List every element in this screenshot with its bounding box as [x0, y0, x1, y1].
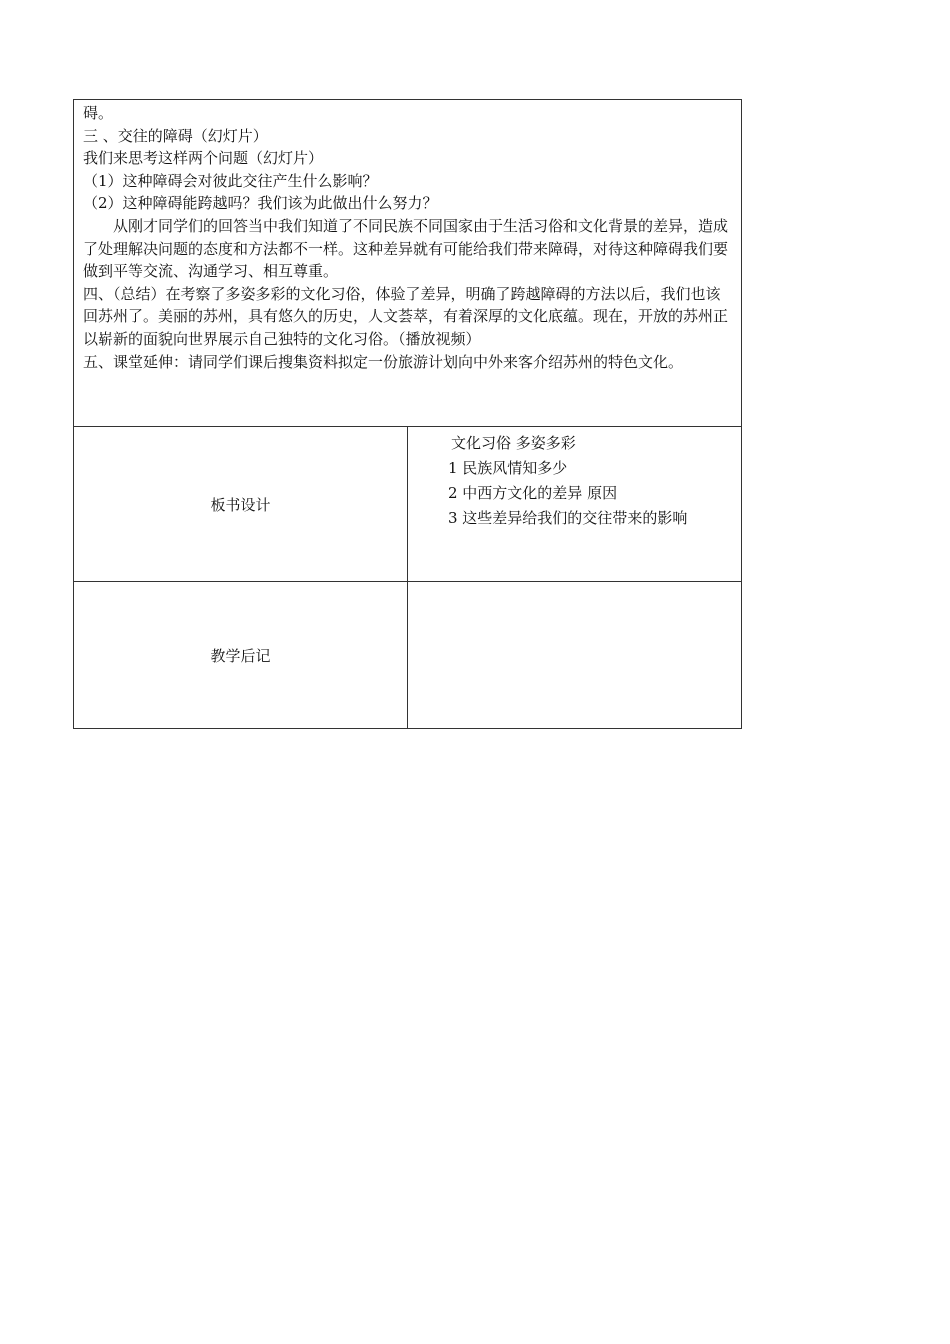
question-2: （2）这种障碍能跨越吗？我们该为此做出什么努力？ [83, 194, 438, 213]
text-line: 碍。 [83, 104, 114, 122]
lesson-plan-table [73, 99, 742, 729]
content-row [74, 100, 742, 427]
question-1: （1）这种障碍会对彼此交往产生什么影响？ [83, 171, 378, 190]
teaching-notes-content [408, 582, 742, 729]
board-design-row [74, 427, 742, 582]
section-four-paragraph: 四、（总结）在考察了多姿多彩的文化习俗，体验了差异，明确了跨越障碍的方法以后，我们也该回苏州了。美丽的苏州，具有悠久的历史，人文荟萃，有着深厚的文化底蕴。现在，开放的苏州正以崭新的面貌向世界展示自己独特的文化习俗。（播放视频） [83, 284, 729, 348]
section-three-heading: 三 、交往的障碍（幻灯片） [83, 126, 268, 145]
board-item: 1 民族风情知多少 [448, 459, 568, 477]
teaching-notes-row [74, 582, 742, 729]
board-item: 2 中西方文化的差异 原因 [448, 484, 618, 502]
board-design-label: 板书设计 [74, 427, 408, 582]
lesson-content-cell [74, 100, 742, 427]
board-title: 文化习俗 多姿多彩 [451, 434, 576, 452]
teaching-notes-label: 教学后记 [74, 582, 408, 729]
board-design-content [408, 427, 742, 582]
paragraph-main: 从刚才同学们的回答当中我们知道了不同民族不同国家由于生活习俗和文化背景的差异，造成了处理解决问题的态度和方法都不一样。这种差异就有可能给我们带来障碍，对待这种障碍我们要做到平等交流、沟通学习、相互尊重。 [83, 216, 729, 281]
section-five-paragraph: 五、课堂延伸：请同学们课后搜集资料拟定一份旅游计划向中外来客介绍苏州的特色文化。 [83, 352, 684, 371]
text-line: 我们来思考这样两个问题（幻灯片） [83, 149, 324, 168]
board-item: 3 这些差异给我们的交往带来的影响 [448, 509, 688, 527]
